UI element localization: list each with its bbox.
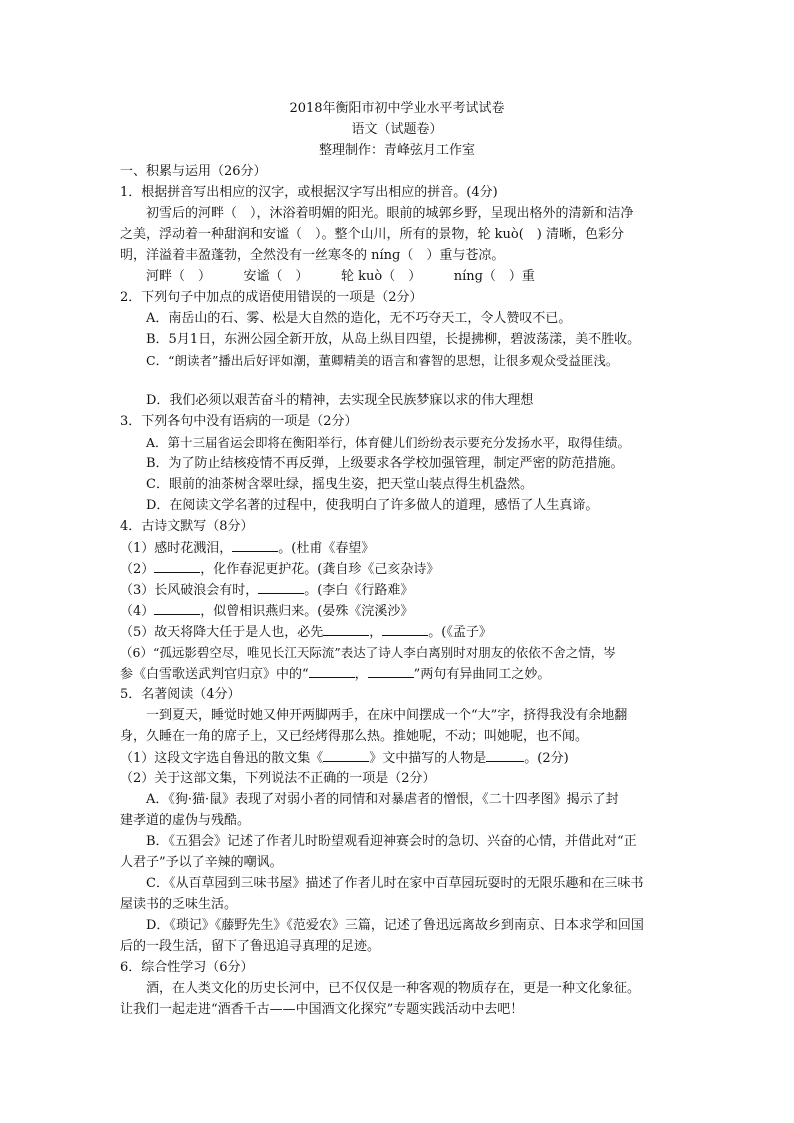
q4-line6b-text: 参《白雪歌送武判官归京》中的“ [120, 667, 309, 682]
q3-option-c: C．眼前的油茶树含翠吐绿，摇曳生姿，把天堂山装点得生机盎然。 [146, 477, 533, 492]
q5-sub1-text: （1）这段文字选自鲁迅的散文集《 [120, 751, 324, 766]
q2-option-a: A．南岳山的石、雾、松是大自然的造化，无不巧夺天工，令人赞叹不已。 [146, 311, 572, 326]
exam-producer: 整理制作：青峰弦月工作室 [318, 143, 475, 158]
q2-option-d: D．我们必须以艰苦奋斗的精神，去实现全民族梦寐以求的伟大理想 [146, 393, 534, 408]
q3-stem: 3．下列各句中没有语病的一项是（2分） [120, 414, 358, 429]
q5-option-a-line2: 建孝道的虚伪与残酷。 [120, 813, 251, 828]
q4-line4-text: （4） [120, 604, 155, 619]
q4-line3-text: （3）长风破浪会有时， [120, 583, 259, 598]
q4-line5-source: 。(《孟子》 [428, 625, 492, 640]
q3-option-b: B．为了防止结核疫情不再反弹，上级要求各学校加强管理，制定严密的防范措施。 [146, 456, 624, 471]
q4-line2-source: ，化作春泥更护花。(龚自珍《己亥杂诗》 [200, 562, 440, 577]
q5-option-a-line1: A．《狗·猫·鼠》表现了对弱小者的同情和对暴虐者的憎恨，《二十四孝图》揭示了封 [146, 792, 619, 807]
section-heading: 一、积累与运用（26分） [120, 164, 267, 179]
q4-line1 [120, 537, 680, 558]
q2-stem: 2．下列句子中加点的成语使用错误的一项是（2分） [120, 290, 423, 305]
q5-option-c-line1: C．《从百草园到三味书屋》描述了作者儿时在家中百草园玩耍时的无限乐趣和在三味书 [146, 876, 644, 891]
q5-sub1-score: 。(2分) [524, 751, 569, 766]
q5-sub2: （2）关于这部文集，下列说法不正确的一项是（2分） [120, 771, 436, 786]
q3-option-d: D．在阅读文学名著的过程中，使我明白了许多做人的道理，感悟了人生真谛。 [146, 498, 599, 513]
q3-option-a: A．第十三届省运会即将在衡阳举行，体育健儿们纷纷表示要充分发扬水平，取得佳绩。 [146, 435, 631, 450]
q4-line5 [120, 621, 680, 642]
q5-passage-line2: 身，久睡在一角的席子上，又已经烤得那么热。推她呢，不动；叫她呢，也不闻。 [120, 729, 589, 744]
q6-passage-line2: 让我们一起走进“酒香千古——中国酒文化探究”专题实践活动中去吧！ [120, 1002, 524, 1017]
answer-blank[interactable] [323, 621, 369, 636]
answer-blank[interactable] [258, 579, 304, 594]
q4-line6a: （6）“孤远影碧空尽，唯见长江天际流”表达了诗人李白离别时对朋友的依依不舍之情，岑 [120, 645, 616, 660]
q1-stem: 1．根据拼音写出相应的汉字，或根据汉字写出相应的拼音。(4分) [120, 185, 498, 200]
q4-line3 [120, 579, 680, 600]
q5-passage-line1: 一到夏天，睡觉时她又伸开两脚两手，在床中间摆成一个“大”字，挤得我没有余地翻 [146, 708, 628, 723]
answer-blank[interactable] [382, 621, 428, 636]
exam-title: 2018年衡阳市初中学业水平考试试卷 [289, 101, 505, 116]
answer-blank[interactable] [154, 558, 200, 573]
q5-option-d-line2: 后的一段生活，留下了鲁迅追寻真理的足迹。 [120, 939, 381, 954]
q4-stem: 4．古诗文默写（8分） [120, 519, 254, 534]
q4-line6b-tail: ”两句有异曲同工之妙。 [413, 667, 551, 682]
answer-blank[interactable] [486, 747, 524, 762]
q4-line2 [120, 558, 680, 579]
q4-line3-source: 。(李白《行路难》 [304, 583, 414, 598]
q4-line5-text: （5）故天将降大任于是人也，必先 [120, 625, 324, 640]
q1-passage-line3: 明，洋溢着丰盈蓬勃，全然没有一丝寒冬的 nínɡ（ ）重与苍凉。 [120, 248, 505, 263]
q5-option-b-line1: B．《五猖会》记述了作者儿时盼望观看迎神赛会时的急切、兴奋的心情，并借此对“正 [146, 834, 637, 849]
answer-blank[interactable] [323, 747, 369, 762]
answer-blank[interactable] [368, 663, 414, 678]
q1-answer-line: 河畔（ ） 安谧（ ） 轮 kuò（ ） nínɡ（ ）重 [146, 269, 535, 284]
q4-line2-text: （2） [120, 562, 155, 577]
q1-passage-line1: 初雪后的河畔（ ），沐浴着明媚的阳光。眼前的城郭乡野，呈现出格外的清新和洁净 [146, 206, 634, 221]
q1-passage-line2: 之美，浮动着一种甜润和安谧（ ）。整个山川，所有的景物，轮 kuò( ) 清晰，色彩分 [120, 227, 624, 242]
answer-blank[interactable] [232, 537, 278, 552]
q5-option-b-line2: 人君子”予以了辛辣的嘲讽。 [120, 855, 283, 870]
q4-line6b [120, 663, 680, 684]
q2-option-c: C．“朗读者”播出后好评如潮，董卿精美的语言和睿智的思想，让很多观众受益匪浅。 [146, 353, 619, 368]
answer-blank[interactable] [154, 600, 200, 615]
q4-line6b-sep: ， [354, 667, 368, 682]
q2-option-b: B．5月1日，东洲公园全新开放，从岛上纵目四望，长提拂柳，碧波荡漾，美不胜收。 [146, 332, 641, 347]
q5-option-d-line1: D．《琐记》《藤野先生》《范爱农》三篇，记述了鲁迅远离故乡到南京、日本求学和回国 [146, 918, 644, 933]
q4-line5-sep: ， [369, 625, 383, 640]
q5-stem: 5．名著阅读（4分） [120, 687, 241, 702]
answer-blank[interactable] [309, 663, 355, 678]
q4-line4 [120, 600, 680, 621]
q4-line1-source: 。(杜甫《春望》 [278, 541, 375, 556]
q5-option-c-line2: 屋读书的乏味生活。 [120, 897, 238, 912]
q6-passage-line1: 酒，在人类文化的历史长河中，已不仅仅是一种客观的物质存在，更是一种文化象征。 [146, 981, 641, 996]
exam-subtitle: 语文（试题卷） [351, 122, 443, 137]
q6-stem: 6．综合性学习（6分） [120, 960, 254, 975]
q5-sub1-mid: 》文中描写的人物是 [369, 751, 487, 766]
q4-line4-source: ，似曾相识燕归来。(晏殊《浣溪沙》 [200, 604, 414, 619]
q4-line1-text: （1）感时花溅泪， [120, 541, 233, 556]
q5-sub1 [120, 747, 680, 768]
